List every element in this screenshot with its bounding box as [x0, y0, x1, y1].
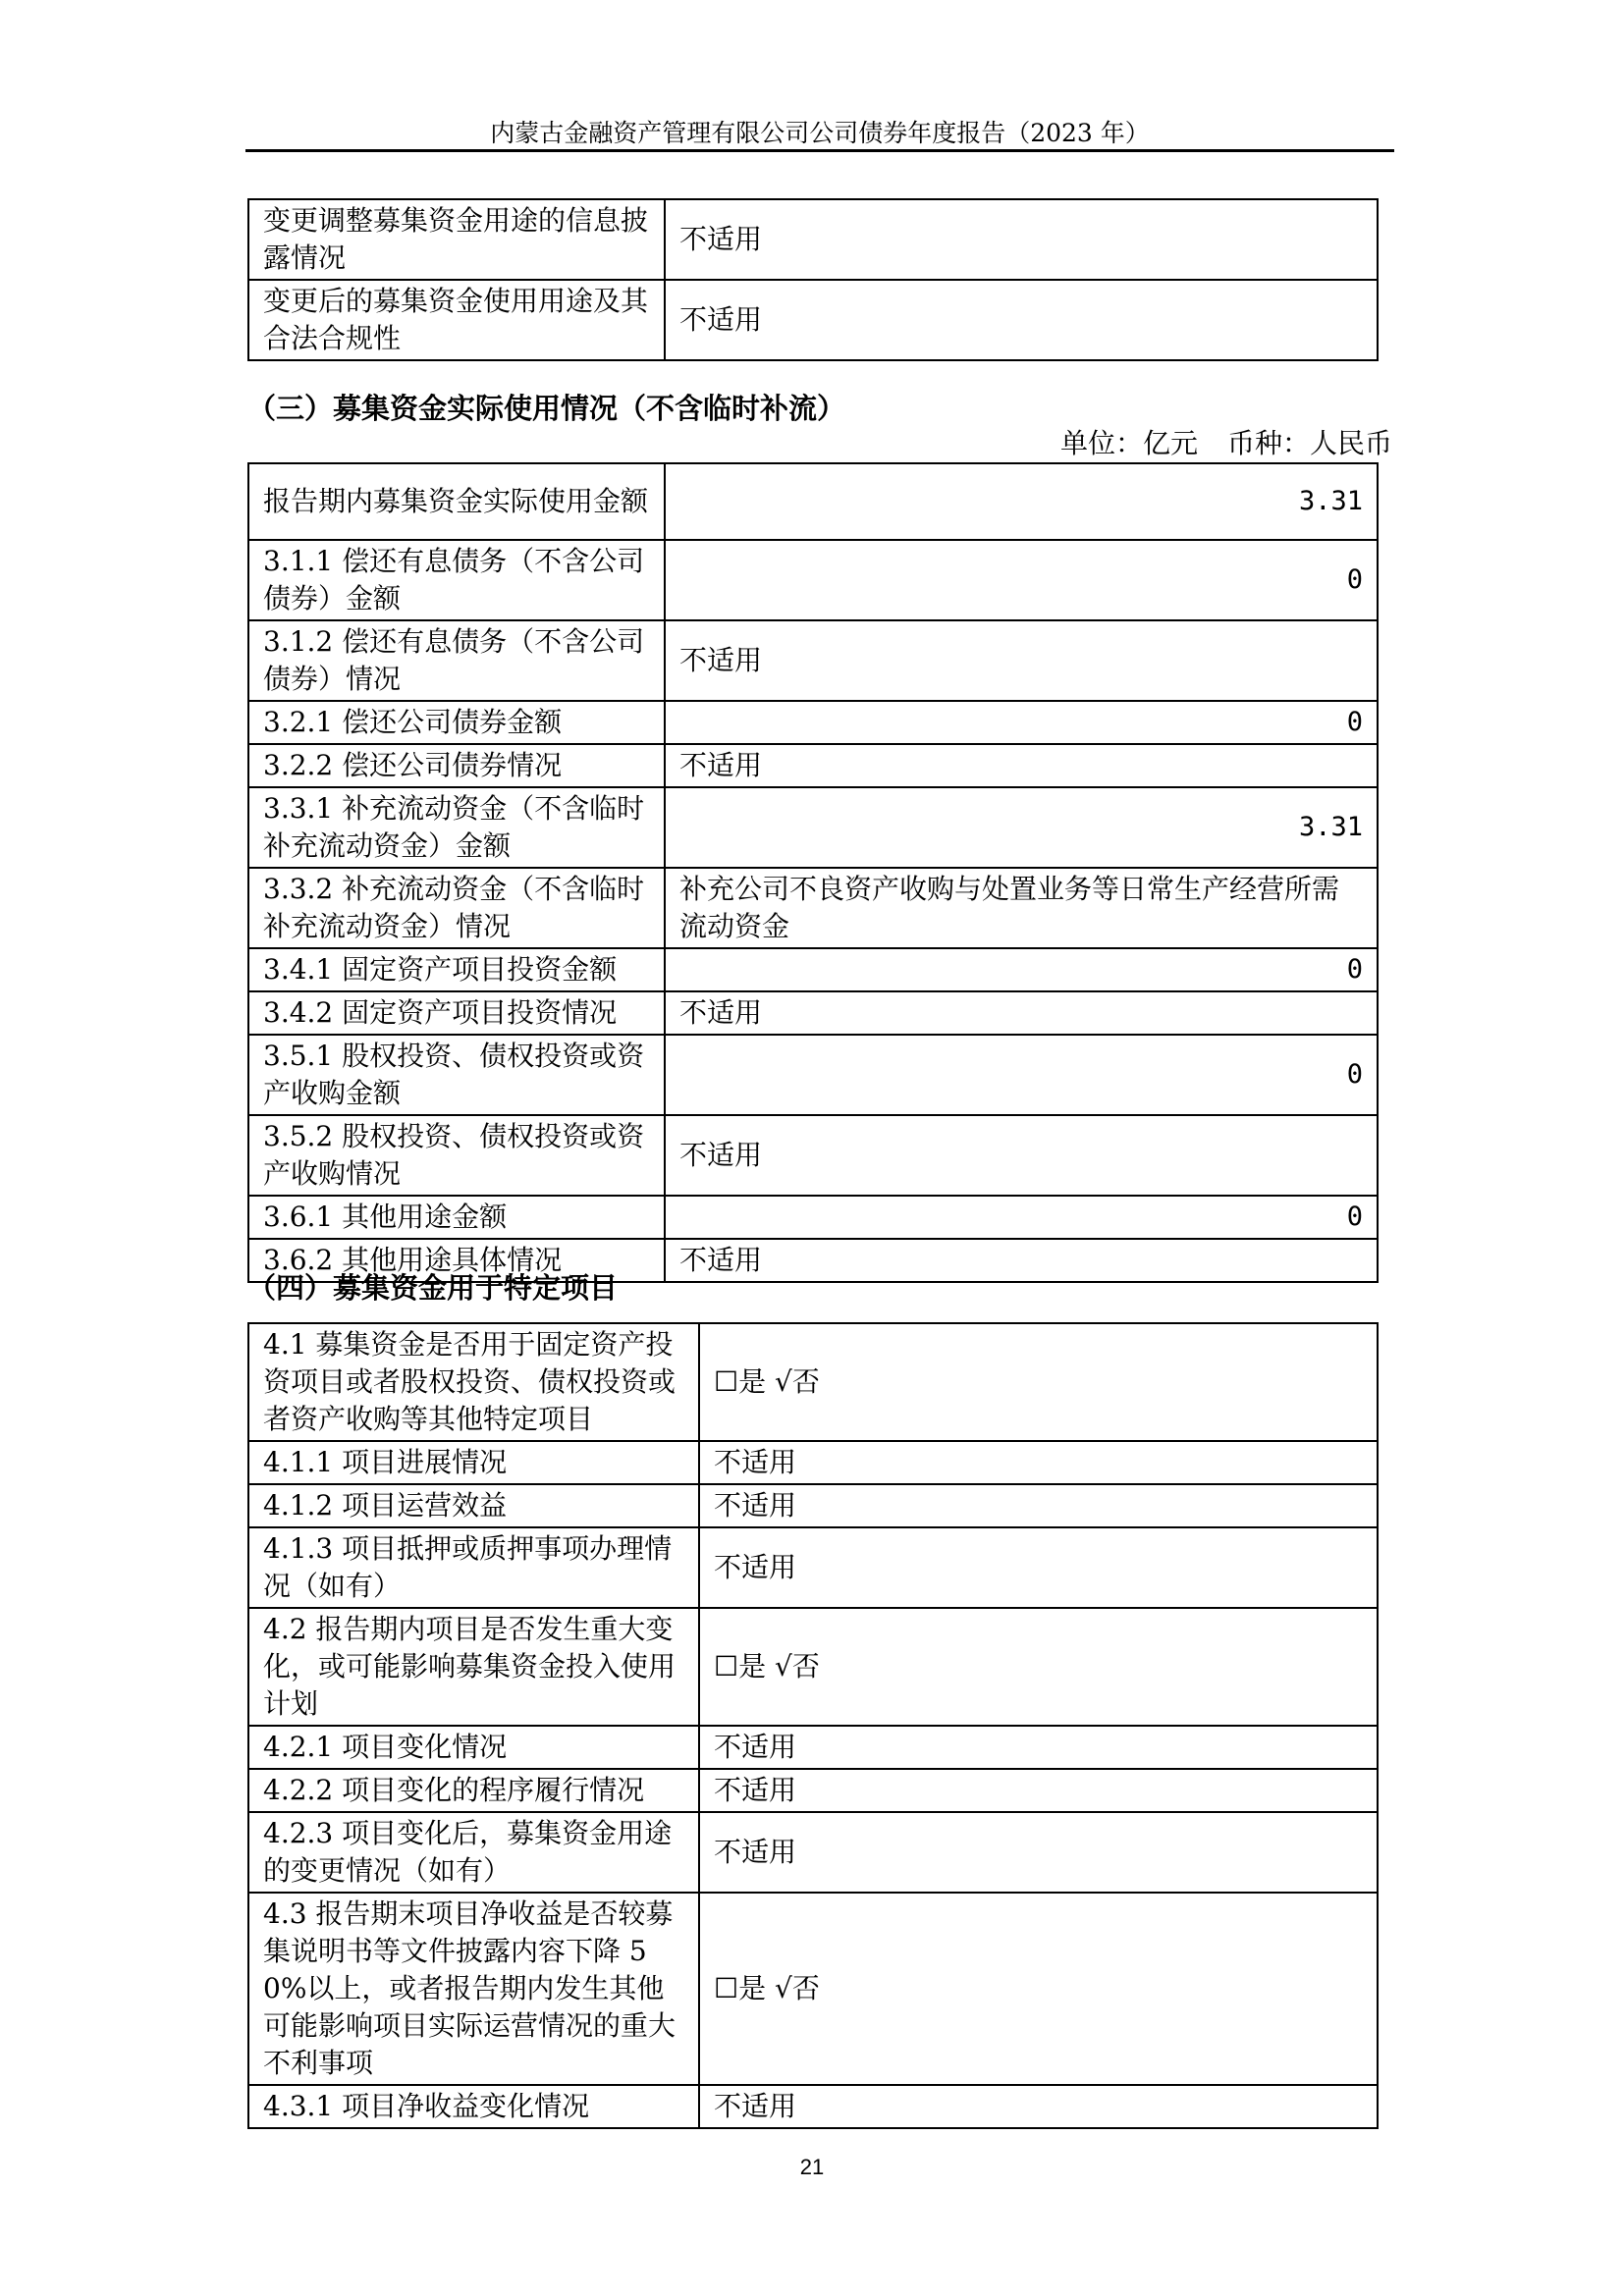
row-value: 补充公司不良资产收购与处置业务等日常生产经营所需流动资金 [665, 868, 1378, 948]
row-label: 3.1.2 偿还有息债务（不含公司债券）情况 [248, 620, 665, 701]
currency-label: 币种：人民币 [1226, 427, 1392, 459]
table-row [248, 1812, 1378, 1893]
row-value: 3.31 [665, 787, 1378, 868]
row-label: 4.2.3 项目变化后，募集资金用途的变更情况（如有） [248, 1812, 699, 1893]
row-value: 不适用 [699, 1726, 1378, 1769]
row-value: 0 [665, 1196, 1378, 1239]
report-header-title: 内蒙古金融资产管理有限公司公司债券年度报告（2023 年） [490, 119, 1150, 147]
table-row [248, 1893, 1378, 2085]
row-label: 4.2.1 项目变化情况 [248, 1726, 699, 1769]
header-divider [245, 149, 1394, 152]
row-label: 4.1.1 项目进展情况 [248, 1441, 699, 1484]
table-row [248, 199, 1378, 280]
table-row [248, 1115, 1378, 1196]
row-label: 4.3.1 项目净收益变化情况 [248, 2085, 699, 2128]
row-label: 4.2.2 项目变化的程序履行情况 [248, 1769, 699, 1812]
checkbox-yes-no: ☐是 √否 [699, 1893, 1378, 2085]
row-value: 不适用 [699, 1769, 1378, 1812]
row-label: 4.3 报告期末项目净收益是否较募集说明书等文件披露内容下降 50%以上，或者报告期内发生其他可能影响项目实际运营情况的重大不利事项 [248, 1893, 699, 2085]
row-value: 不适用 [665, 199, 1378, 280]
row-label: 3.2.2 偿还公司债券情况 [248, 744, 665, 787]
row-label: 变更后的募集资金使用用途及其合法合规性 [248, 280, 665, 360]
row-label: 3.1.1 偿还有息债务（不含公司债券）金额 [248, 540, 665, 620]
row-value: 3.31 [665, 463, 1378, 540]
row-label: 报告期内募集资金实际使用金额 [248, 463, 665, 540]
table-row [248, 991, 1378, 1035]
row-value: 0 [665, 540, 1378, 620]
checkbox-yes-no: ☐是 √否 [699, 1608, 1378, 1726]
row-label: 3.3.2 补充流动资金（不含临时补充流动资金）情况 [248, 868, 665, 948]
row-label: 3.5.1 股权投资、债权投资或资产收购金额 [248, 1035, 665, 1115]
table-row [248, 1323, 1378, 1441]
table-fund-use-change [247, 198, 1379, 361]
table-row [248, 2085, 1378, 2128]
section-4-title: （四）募集资金用于特定项目 [247, 1271, 619, 1305]
table-row [248, 1726, 1378, 1769]
row-label: 3.4.2 固定资产项目投资情况 [248, 991, 665, 1035]
table-row [248, 1441, 1378, 1484]
row-label: 3.6.2 其他用途具体情况 [248, 1239, 665, 1282]
row-label: 3.4.1 固定资产项目投资金额 [248, 948, 665, 991]
table-row [248, 463, 1378, 540]
row-value: 不适用 [699, 1527, 1378, 1608]
unit-label: 单位：亿元 [1059, 427, 1198, 459]
section-3-title: （三）募集资金实际使用情况（不含临时补流） [247, 392, 846, 425]
row-value: 不适用 [699, 1484, 1378, 1527]
row-value: 不适用 [665, 991, 1378, 1035]
row-label: 3.2.1 偿还公司债券金额 [248, 701, 665, 744]
table-row [248, 280, 1378, 360]
table-row [248, 540, 1378, 620]
row-value: 不适用 [665, 620, 1378, 701]
row-label: 4.1.2 项目运营效益 [248, 1484, 699, 1527]
row-label: 3.3.1 补充流动资金（不含临时补充流动资金）金额 [248, 787, 665, 868]
table-row [248, 868, 1378, 948]
row-value: 0 [665, 1035, 1378, 1115]
checkbox-yes-no: ☐是 √否 [699, 1323, 1378, 1441]
table-row [248, 744, 1378, 787]
row-label: 4.2 报告期内项目是否发生重大变化，或可能影响募集资金投入使用计划 [248, 1608, 699, 1726]
row-value: 0 [665, 701, 1378, 744]
table-row [248, 701, 1378, 744]
row-value: 不适用 [665, 1239, 1378, 1282]
row-label: 4.1 募集资金是否用于固定资产投资项目或者股权投资、债权投资或者资产收购等其他特定项目 [248, 1323, 699, 1441]
row-value: 不适用 [665, 1115, 1378, 1196]
table-row [248, 1769, 1378, 1812]
table-row [248, 1196, 1378, 1239]
unit-currency-line [1031, 422, 1392, 461]
row-value: 不适用 [665, 280, 1378, 360]
page-number: 21 [799, 2155, 825, 2179]
row-value: 不适用 [699, 1812, 1378, 1893]
row-label: 3.6.1 其他用途金额 [248, 1196, 665, 1239]
table-row [248, 787, 1378, 868]
row-value: 0 [665, 948, 1378, 991]
table-specific-projects [247, 1322, 1379, 2129]
row-value: 不适用 [699, 1441, 1378, 1484]
table-row [248, 1035, 1378, 1115]
row-value: 不适用 [665, 744, 1378, 787]
table-row [248, 948, 1378, 991]
table-actual-fund-use [247, 462, 1379, 1283]
table-row [248, 1608, 1378, 1726]
table-row [248, 1527, 1378, 1608]
row-value: 不适用 [699, 2085, 1378, 2128]
row-label: 变更调整募集资金用途的信息披露情况 [248, 199, 665, 280]
table-row [248, 620, 1378, 701]
row-label: 4.1.3 项目抵押或质押事项办理情况（如有） [248, 1527, 699, 1608]
table-row [248, 1484, 1378, 1527]
row-label: 3.5.2 股权投资、债权投资或资产收购情况 [248, 1115, 665, 1196]
